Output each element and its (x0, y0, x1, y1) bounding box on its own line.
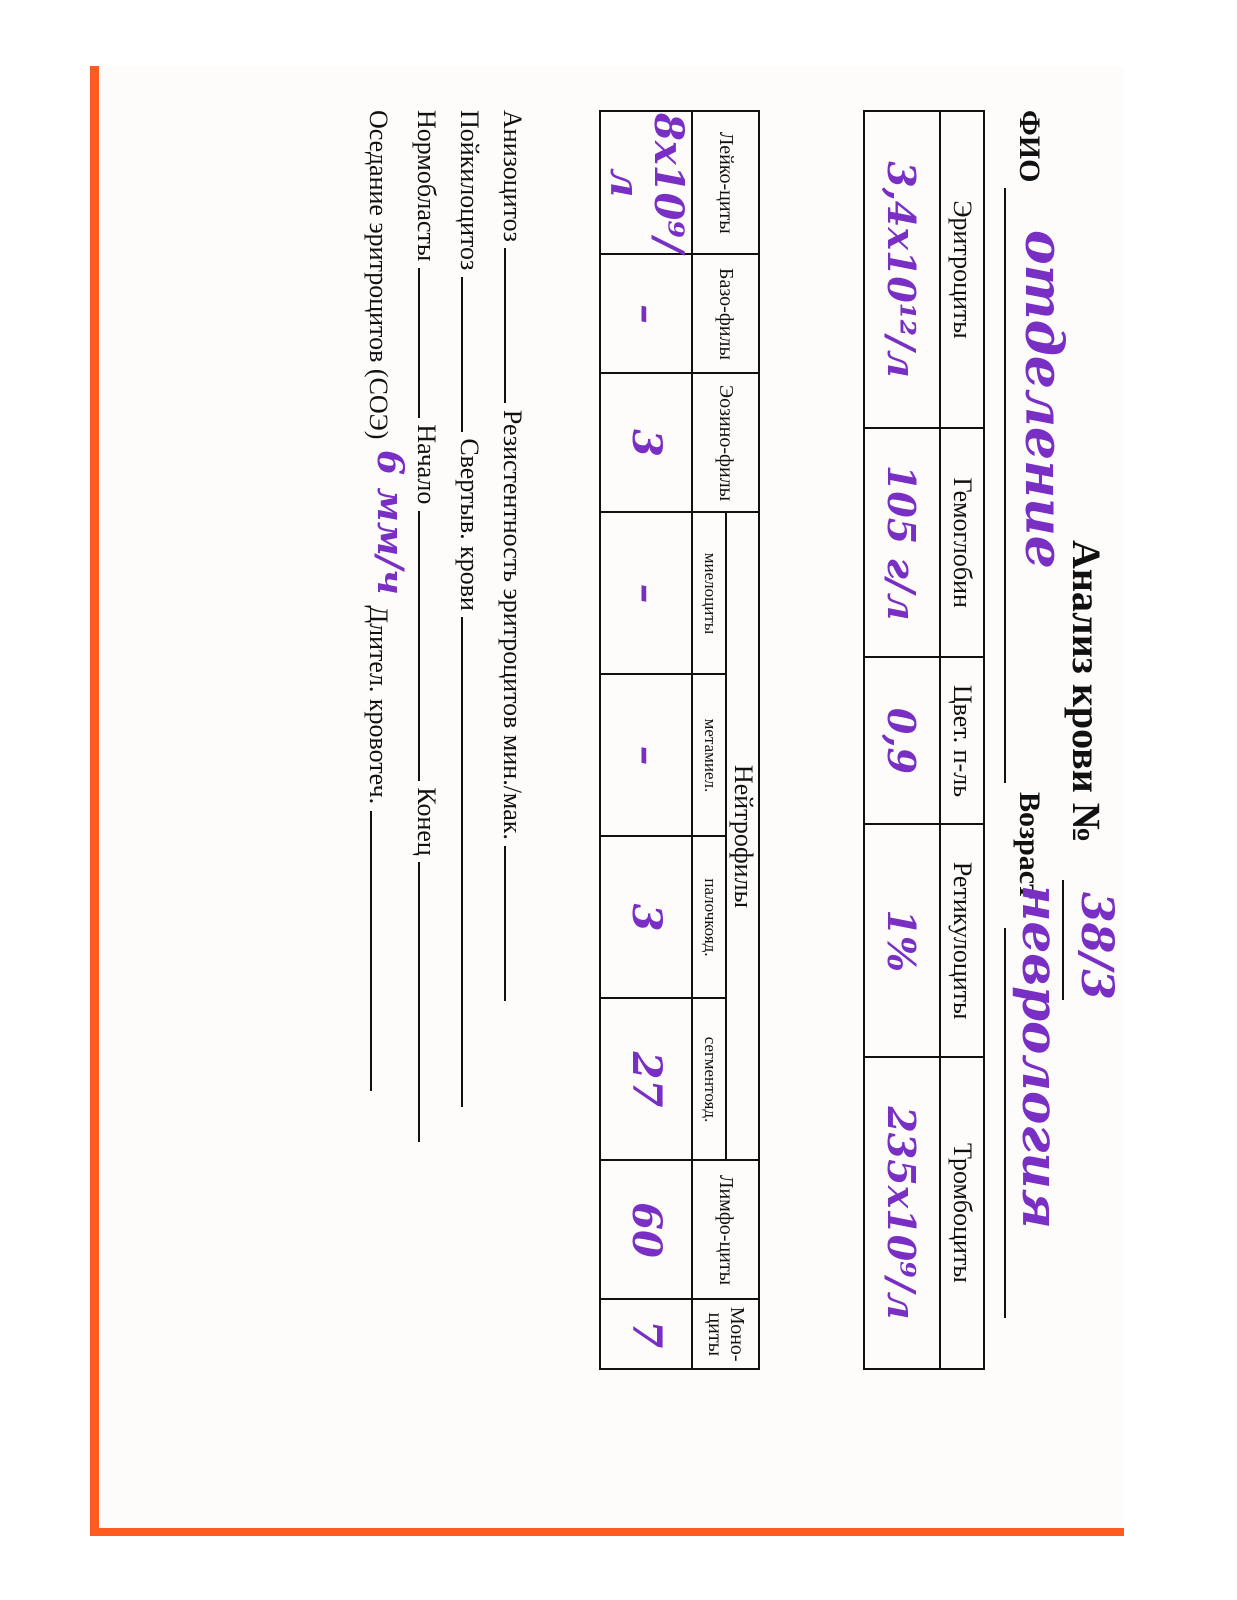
orange-folder-bottom-edge (90, 1528, 1124, 1536)
white-blood-table (599, 110, 760, 1370)
fio-label: ФИО (1013, 110, 1046, 183)
red-header-row (940, 111, 984, 1369)
reticulocytes-value: 1% (879, 909, 925, 972)
fio-underline (1004, 188, 1006, 783)
basophils-cell (600, 254, 692, 373)
resistance-blank[interactable] (504, 846, 532, 1001)
poikilocytosis-label: Пойкилоцитоз (455, 110, 484, 271)
monocytes-header: Моно-циты (692, 1299, 759, 1369)
basophils-header: Базо-филы (692, 254, 759, 373)
bleeding-blank[interactable] (370, 811, 398, 1091)
leukocytes-header: Лейко-циты (692, 111, 759, 254)
color-index-header: Цвет. п-ль (940, 657, 984, 824)
lymphocytes-cell (600, 1160, 692, 1299)
anisocytosis-blank[interactable] (504, 248, 532, 403)
form-title: Анализ крови № (1064, 540, 1109, 843)
lymphocytes-header: Лимфо-циты (692, 1160, 759, 1299)
anisocytosis-label: Анизоцитоз (498, 110, 527, 242)
normoblasts-label: Нормобласты (412, 110, 441, 262)
clotting-label: Свертыв. крови (455, 438, 484, 611)
erythrocytes-cell (864, 111, 940, 428)
start-label: Начало (412, 424, 441, 505)
end-blank[interactable] (418, 862, 446, 1142)
normoblasts-row (411, 110, 446, 1142)
erythrocytes-value: 3,4х10¹²/л (879, 161, 925, 378)
color-index-cell (864, 657, 940, 824)
metamyelocytes-value: – (623, 745, 671, 766)
myelocytes-value: – (623, 583, 671, 604)
monocytes-value: 7 (623, 1320, 671, 1349)
age-label: Возраст (1013, 792, 1046, 899)
band-neutrophils-value: 3 (623, 903, 671, 932)
leukocytes-cell (600, 111, 692, 254)
clotting-blank[interactable] (461, 617, 489, 1107)
leukocytes-value: 8х10⁹/л (601, 113, 693, 253)
lymphocytes-value: 60 (623, 1202, 671, 1258)
eosinophils-header: Эозино-филы (692, 373, 759, 512)
band-neutrophils-cell (600, 836, 692, 998)
platelets-value: 235х10⁹/л (879, 1106, 925, 1320)
orange-folder-edge (90, 66, 99, 1536)
bleeding-label: Длител. кровотеч. (364, 605, 393, 805)
red-value-row (864, 111, 940, 1369)
band-neutrophils-header: палочкояд. (692, 836, 726, 998)
poikilocytosis-blank[interactable] (461, 277, 489, 432)
metamyelocytes-cell (600, 674, 692, 836)
soe-row (361, 110, 411, 1091)
eosinophils-cell (600, 373, 692, 512)
segmented-neutrophils-header: сегментояд. (692, 998, 726, 1160)
monocytes-cell (600, 1299, 692, 1369)
hemoglobin-cell (864, 428, 940, 657)
white-header-row (726, 111, 759, 1369)
segmented-neutrophils-value: 27 (623, 1051, 671, 1108)
reticulocytes-header: Ретикулоциты (940, 824, 984, 1056)
end-label: Конец (412, 787, 441, 856)
hemoglobin-header: Гемоглобин (940, 428, 984, 657)
blood-test-form (150, 80, 1122, 1520)
neutrophils-header: Нейтрофилы (726, 512, 759, 1160)
basophils-value: – (623, 303, 671, 324)
platelets-cell (864, 1057, 940, 1369)
poikilocytosis-row (454, 110, 489, 1107)
soe-value: 6 мм/ч (369, 449, 411, 595)
age-underline (1004, 928, 1006, 1318)
color-index-value: 0,9 (879, 707, 925, 775)
form-number: 38/3 (1071, 892, 1122, 1000)
metamyelocytes-header: метамиел. (692, 674, 726, 836)
soe-label: Оседание эритроцитов (СОЭ) (364, 110, 393, 440)
hemoglobin-value: 105 г/л (879, 464, 925, 621)
resistance-label: Резистентность эритроцитов мин./мак. (498, 409, 527, 840)
anisocytosis-row (497, 110, 532, 1001)
reticulocytes-cell (864, 824, 940, 1056)
age-value: неврология (1011, 885, 1070, 1229)
myelocytes-header: миелоциты (692, 512, 726, 674)
start-blank[interactable] (418, 511, 446, 781)
erythrocytes-header: Эритроциты (940, 111, 984, 428)
segmented-neutrophils-cell (600, 998, 692, 1160)
myelocytes-cell (600, 512, 692, 674)
red-blood-table (863, 110, 985, 1370)
eosinophils-value: 3 (623, 429, 671, 457)
white-value-row (600, 111, 692, 1369)
fio-value: отделение (1013, 230, 1074, 569)
platelets-header: Тромбоциты (940, 1057, 984, 1369)
normoblasts-blank[interactable] (418, 268, 446, 418)
